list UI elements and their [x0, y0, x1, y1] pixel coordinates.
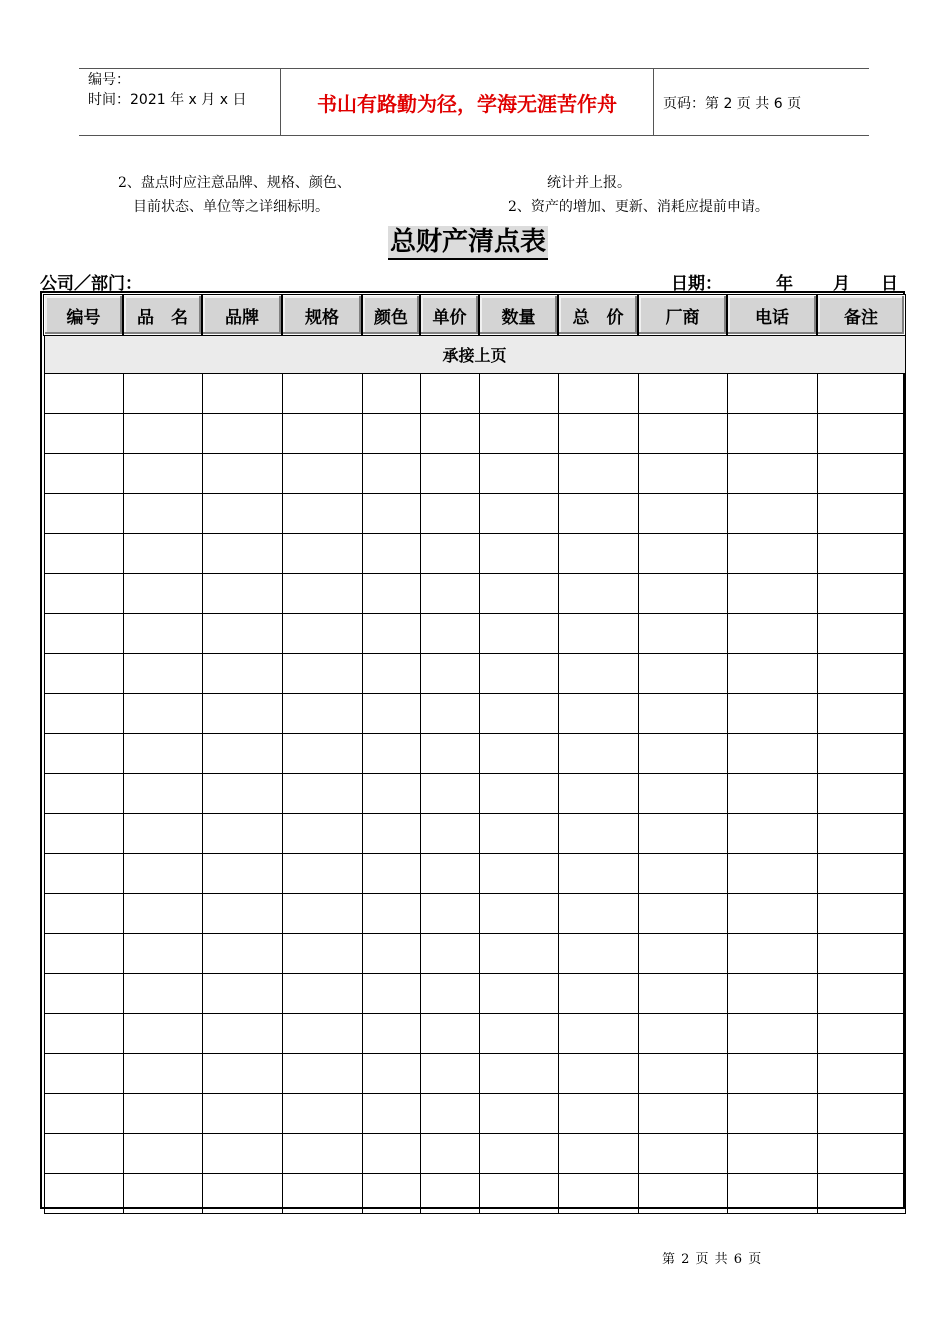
table-cell[interactable] [638, 854, 727, 894]
table-cell[interactable] [479, 1054, 558, 1094]
table-cell[interactable] [420, 1054, 479, 1094]
table-cell[interactable] [479, 494, 558, 534]
table-cell[interactable] [362, 374, 420, 414]
table-row [44, 574, 905, 614]
table-cell[interactable] [362, 414, 420, 454]
table-cell[interactable] [282, 574, 362, 614]
table-cell[interactable] [202, 814, 282, 854]
table-cell[interactable] [638, 534, 727, 574]
column-header: 数量 [479, 295, 558, 335]
table-cell[interactable] [44, 734, 123, 774]
column-header: 厂商 [638, 295, 727, 335]
table-cell[interactable] [282, 1094, 362, 1134]
table-cell[interactable] [727, 1094, 817, 1134]
table-cell[interactable] [558, 894, 638, 934]
table-cell[interactable] [282, 454, 362, 494]
table-cell[interactable] [638, 974, 727, 1014]
table-cell[interactable] [44, 934, 123, 974]
table-row [44, 614, 905, 654]
table-cell[interactable] [44, 374, 123, 414]
table-cell[interactable] [420, 1174, 479, 1214]
form-title: 总财产清点表 [388, 226, 548, 260]
table-cell[interactable] [123, 774, 202, 814]
table-cell[interactable] [44, 774, 123, 814]
table-cell[interactable] [638, 774, 727, 814]
table-cell[interactable] [123, 894, 202, 934]
table-cell[interactable] [202, 534, 282, 574]
table-cell[interactable] [479, 974, 558, 1014]
column-header: 备注 [817, 295, 905, 335]
table-cell[interactable] [362, 494, 420, 534]
table-cell[interactable] [638, 734, 727, 774]
carry-over-label: 承接上页 [44, 335, 905, 374]
table-cell[interactable] [558, 414, 638, 454]
page-footer: 第 2 页 共 6 页 [662, 1252, 763, 1267]
table-row [44, 494, 905, 534]
table-cell[interactable] [727, 1134, 817, 1174]
table-cell[interactable] [123, 814, 202, 854]
table-cell[interactable] [727, 734, 817, 774]
table-cell[interactable] [558, 494, 638, 534]
table-cell[interactable] [362, 934, 420, 974]
table-cell[interactable] [123, 414, 202, 454]
table-cell[interactable] [202, 494, 282, 534]
table-cell[interactable] [558, 454, 638, 494]
table-cell[interactable] [479, 414, 558, 454]
table-cell[interactable] [282, 1134, 362, 1174]
table-cell[interactable] [727, 414, 817, 454]
table-cell[interactable] [420, 374, 479, 414]
table-header-row [44, 295, 905, 335]
table-cell[interactable] [727, 774, 817, 814]
table-cell[interactable] [638, 614, 727, 654]
table-cell[interactable] [420, 574, 479, 614]
table-cell[interactable] [638, 814, 727, 854]
table-cell[interactable] [202, 974, 282, 1014]
table-cell[interactable] [420, 774, 479, 814]
table-cell[interactable] [727, 1054, 817, 1094]
table-cell[interactable] [202, 1054, 282, 1094]
table-cell[interactable] [362, 1134, 420, 1174]
table-cell[interactable] [123, 734, 202, 774]
table-cell[interactable] [479, 1094, 558, 1134]
table-cell[interactable] [817, 854, 905, 894]
table-row [44, 934, 905, 974]
table-cell[interactable] [638, 374, 727, 414]
table-cell[interactable] [727, 1174, 817, 1214]
table-cell[interactable] [638, 1094, 727, 1134]
column-header: 品牌 [202, 295, 282, 335]
table-cell[interactable] [817, 454, 905, 494]
table-cell[interactable] [123, 374, 202, 414]
table-cell[interactable] [479, 1134, 558, 1174]
table-cell[interactable] [817, 574, 905, 614]
table-cell[interactable] [282, 374, 362, 414]
table-cell[interactable] [727, 574, 817, 614]
table-cell[interactable] [202, 454, 282, 494]
table-cell[interactable] [282, 974, 362, 1014]
table-cell[interactable] [282, 894, 362, 934]
table-row [44, 374, 905, 414]
table-cell[interactable] [638, 454, 727, 494]
table-cell[interactable] [727, 974, 817, 1014]
table-cell[interactable] [44, 534, 123, 574]
table-cell[interactable] [727, 534, 817, 574]
table-row [44, 694, 905, 734]
table-cell[interactable] [123, 1014, 202, 1054]
table-cell[interactable] [44, 1054, 123, 1094]
table-cell[interactable] [202, 694, 282, 734]
table-cell[interactable] [558, 1134, 638, 1174]
table-cell[interactable] [727, 494, 817, 534]
table-cell[interactable] [817, 1134, 905, 1174]
table-cell[interactable] [123, 614, 202, 654]
table-cell[interactable] [479, 934, 558, 974]
table-cell[interactable] [638, 654, 727, 694]
column-header: 单价 [420, 295, 479, 335]
table-cell[interactable] [44, 854, 123, 894]
column-header: 编号 [44, 295, 123, 335]
table-cell[interactable] [123, 694, 202, 734]
table-cell[interactable] [282, 774, 362, 814]
document-time-label: 时间：2021 年 x 月 x 日 [88, 92, 247, 108]
table-cell[interactable] [123, 654, 202, 694]
table-cell[interactable] [558, 934, 638, 974]
table-cell[interactable] [638, 414, 727, 454]
table-cell[interactable] [362, 1014, 420, 1054]
table-cell[interactable] [479, 814, 558, 854]
table-cell[interactable] [202, 614, 282, 654]
table-cell[interactable] [282, 414, 362, 454]
table-row [44, 1134, 905, 1174]
table-cell[interactable] [362, 1094, 420, 1134]
table-cell[interactable] [420, 1014, 479, 1054]
table-cell[interactable] [44, 814, 123, 854]
table-row [44, 894, 905, 934]
table-cell[interactable] [638, 1054, 727, 1094]
table-cell[interactable] [727, 694, 817, 734]
table-cell[interactable] [558, 974, 638, 1014]
table-cell[interactable] [479, 774, 558, 814]
table-row [44, 1094, 905, 1134]
table-row [44, 534, 905, 574]
table-cell[interactable] [362, 694, 420, 734]
table-cell[interactable] [817, 1014, 905, 1054]
table-cell[interactable] [282, 934, 362, 974]
table-cell[interactable] [282, 534, 362, 574]
table-cell[interactable] [558, 614, 638, 654]
table-cell[interactable] [420, 734, 479, 774]
table-cell[interactable] [202, 574, 282, 614]
table-cell[interactable] [817, 414, 905, 454]
table-cell[interactable] [479, 734, 558, 774]
table-cell[interactable] [202, 1134, 282, 1174]
table-cell[interactable] [44, 614, 123, 654]
table-cell[interactable] [420, 1134, 479, 1174]
table-cell[interactable] [123, 1174, 202, 1214]
table-cell[interactable] [817, 654, 905, 694]
table-cell[interactable] [479, 1014, 558, 1054]
table-cell[interactable] [420, 1094, 479, 1134]
table-cell[interactable] [420, 654, 479, 694]
table-cell[interactable] [282, 614, 362, 654]
table-cell[interactable] [44, 494, 123, 534]
table-cell[interactable] [420, 974, 479, 1014]
table-cell[interactable] [558, 854, 638, 894]
table-cell[interactable] [817, 614, 905, 654]
column-header: 颜色 [362, 295, 420, 335]
header-divider-left [280, 68, 281, 136]
table-cell[interactable] [282, 1054, 362, 1094]
table-cell[interactable] [202, 774, 282, 814]
table-cell[interactable] [727, 454, 817, 494]
table-cell[interactable] [558, 574, 638, 614]
table-cell[interactable] [727, 934, 817, 974]
table-cell[interactable] [123, 574, 202, 614]
table-cell[interactable] [638, 1174, 727, 1214]
table-cell[interactable] [558, 654, 638, 694]
table-cell[interactable] [558, 774, 638, 814]
header-info [88, 70, 246, 110]
table-cell[interactable] [123, 934, 202, 974]
table-cell[interactable] [420, 454, 479, 494]
table-cell[interactable] [362, 614, 420, 654]
table-cell[interactable] [638, 894, 727, 934]
table-cell[interactable] [202, 894, 282, 934]
table-cell[interactable] [202, 1174, 282, 1214]
column-header: 规格 [282, 295, 362, 335]
table-cell[interactable] [282, 654, 362, 694]
table-row [44, 1054, 905, 1094]
table-cell[interactable] [817, 1094, 905, 1134]
table-cell[interactable] [202, 374, 282, 414]
column-header: 总 价 [558, 295, 638, 335]
table-cell[interactable] [479, 454, 558, 494]
table-cell[interactable] [202, 414, 282, 454]
table-cell[interactable] [479, 654, 558, 694]
table-cell[interactable] [362, 814, 420, 854]
table-cell[interactable] [44, 1174, 123, 1214]
table-row [44, 654, 905, 694]
table-cell[interactable] [282, 734, 362, 774]
table-cell[interactable] [817, 374, 905, 414]
table-row [44, 974, 905, 1014]
table-cell[interactable] [420, 694, 479, 734]
table-cell[interactable] [727, 1014, 817, 1054]
table-cell[interactable] [817, 494, 905, 534]
table-cell[interactable] [479, 374, 558, 414]
table-cell[interactable] [362, 1054, 420, 1094]
table-cell[interactable] [362, 974, 420, 1014]
table-cell[interactable] [44, 454, 123, 494]
table-cell[interactable] [558, 814, 638, 854]
table-cell[interactable] [362, 894, 420, 934]
header-divider-right [653, 68, 654, 136]
table-row [44, 734, 905, 774]
table-cell[interactable] [362, 654, 420, 694]
table-cell[interactable] [727, 894, 817, 934]
table-cell[interactable] [727, 854, 817, 894]
note-right-line1: 统计并上报。 [547, 175, 631, 191]
note-left-line1: 2、盘点时应注意品牌、规格、颜色、 [118, 175, 351, 191]
month-label: 月 [833, 274, 850, 294]
table-row [44, 454, 905, 494]
table-cell[interactable] [362, 854, 420, 894]
note-right-line2: 2、资产的增加、更新、消耗应提前申请。 [508, 199, 769, 215]
table-cell[interactable] [817, 814, 905, 854]
header-page-label: 页码：第 2 页 共 6 页 [663, 96, 802, 112]
table-cell[interactable] [558, 1054, 638, 1094]
table-cell[interactable] [44, 574, 123, 614]
table-row [44, 854, 905, 894]
table-cell[interactable] [817, 974, 905, 1014]
table-cell[interactable] [479, 694, 558, 734]
table-cell[interactable] [420, 534, 479, 574]
table-cell[interactable] [282, 1014, 362, 1054]
table-cell[interactable] [44, 1014, 123, 1054]
table-cell[interactable] [817, 934, 905, 974]
header-motto: 书山有路勤为径，学海无涯苦作舟 [317, 91, 617, 116]
table-cell[interactable] [202, 854, 282, 894]
table-cell[interactable] [479, 614, 558, 654]
table-cell[interactable] [44, 894, 123, 934]
carry-over-row [44, 335, 905, 374]
table-cell[interactable] [362, 454, 420, 494]
table-cell[interactable] [558, 734, 638, 774]
table-cell[interactable] [362, 534, 420, 574]
table-cell[interactable] [817, 694, 905, 734]
table-row [44, 414, 905, 454]
table-cell[interactable] [202, 1014, 282, 1054]
table-row [44, 814, 905, 854]
table-cell[interactable] [362, 574, 420, 614]
table-cell[interactable] [558, 534, 638, 574]
table-cell[interactable] [282, 1174, 362, 1214]
table-cell[interactable] [44, 974, 123, 1014]
table-cell[interactable] [420, 854, 479, 894]
document-number-label: 编号： [88, 72, 130, 88]
table-cell[interactable] [123, 854, 202, 894]
table-cell[interactable] [727, 654, 817, 694]
table-cell[interactable] [44, 1134, 123, 1174]
table-cell[interactable] [638, 1134, 727, 1174]
note-left-line2: 目前状态、单位等之详细标明。 [133, 199, 329, 215]
table-cell[interactable] [123, 534, 202, 574]
table-cell[interactable] [123, 494, 202, 534]
table-cell[interactable] [123, 1094, 202, 1134]
table-cell[interactable] [420, 494, 479, 534]
table-row [44, 1174, 905, 1214]
inventory-table [43, 294, 906, 1214]
table-cell[interactable] [558, 1014, 638, 1054]
table-cell[interactable] [362, 1174, 420, 1214]
table-cell[interactable] [558, 694, 638, 734]
day-label: 日 [881, 274, 898, 294]
table-cell[interactable] [202, 654, 282, 694]
table-cell[interactable] [638, 574, 727, 614]
table-cell[interactable] [558, 1174, 638, 1214]
table-cell[interactable] [727, 374, 817, 414]
table-cell[interactable] [727, 614, 817, 654]
table-row [44, 1014, 905, 1054]
table-row [44, 774, 905, 814]
table-cell[interactable] [420, 814, 479, 854]
table-cell[interactable] [282, 814, 362, 854]
table-cell[interactable] [202, 1094, 282, 1134]
table-cell[interactable] [123, 974, 202, 1014]
table-cell[interactable] [44, 694, 123, 734]
table-cell[interactable] [44, 414, 123, 454]
table-cell[interactable] [420, 894, 479, 934]
table-cell[interactable] [638, 694, 727, 734]
table-cell[interactable] [479, 574, 558, 614]
table-cell[interactable] [817, 1054, 905, 1094]
table-cell[interactable] [479, 1174, 558, 1214]
company-department-label: 公司／部门： [40, 274, 142, 294]
table-cell[interactable] [479, 894, 558, 934]
table-cell[interactable] [202, 734, 282, 774]
table-cell[interactable] [727, 814, 817, 854]
table-cell[interactable] [123, 1134, 202, 1174]
table-cell[interactable] [638, 494, 727, 534]
table-cell[interactable] [817, 894, 905, 934]
table-cell[interactable] [638, 1014, 727, 1054]
table-cell[interactable] [479, 534, 558, 574]
table-cell[interactable] [362, 774, 420, 814]
table-cell[interactable] [817, 534, 905, 574]
table-cell[interactable] [44, 1094, 123, 1134]
table-cell[interactable] [817, 774, 905, 814]
table-cell[interactable] [817, 1174, 905, 1214]
column-header: 电话 [727, 295, 817, 335]
table-cell[interactable] [282, 694, 362, 734]
table-cell[interactable] [202, 934, 282, 974]
table-cell[interactable] [479, 854, 558, 894]
table-cell[interactable] [420, 614, 479, 654]
table-cell[interactable] [420, 934, 479, 974]
table-cell[interactable] [420, 414, 479, 454]
year-label: 年 [776, 274, 793, 294]
table-cell[interactable] [282, 854, 362, 894]
table-cell[interactable] [817, 734, 905, 774]
column-header: 品 名 [123, 295, 202, 335]
date-label: 日期： [671, 274, 722, 294]
table-cell[interactable] [123, 1054, 202, 1094]
table-cell[interactable] [638, 934, 727, 974]
table-cell[interactable] [362, 734, 420, 774]
table-cell[interactable] [44, 654, 123, 694]
table-cell[interactable] [282, 494, 362, 534]
table-cell[interactable] [123, 454, 202, 494]
table-cell[interactable] [558, 1094, 638, 1134]
table-cell[interactable] [558, 374, 638, 414]
